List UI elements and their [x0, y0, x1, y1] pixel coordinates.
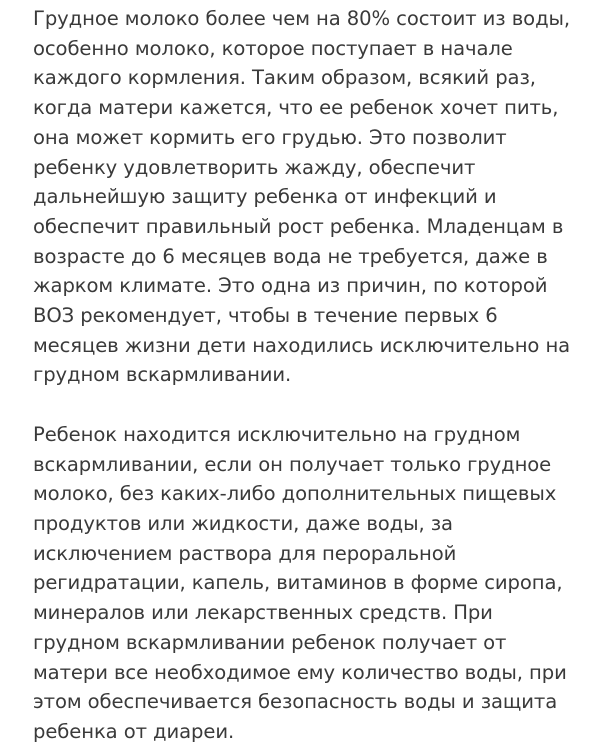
- paragraph-line: жарком климате. Это одна из причин, по которой: [33, 274, 548, 298]
- paragraph-line: исключением раствора для пероральной: [33, 541, 457, 565]
- paragraph-line: ВОЗ рекомендует, чтобы в течение первых 6: [33, 304, 498, 328]
- paragraph-line: ребенку удовлетворить жажду, обеспечит: [33, 155, 476, 179]
- paragraph-line: грудном вскармливании ребенок получает от: [33, 630, 507, 654]
- paragraph-line: обеспечит правильный рост ребенка. Младенцам в: [33, 214, 564, 238]
- paragraph-line: ребенка от диареи.: [33, 719, 235, 743]
- article-paragraph-2: [33, 420, 572, 747]
- paragraph-line: дальнейшую защиту ребенка от инфекций и: [33, 185, 497, 209]
- paragraph-line: грудном вскармливании.: [33, 363, 292, 387]
- paragraph-spacer: [33, 390, 572, 420]
- paragraph-line: Ребенок находится исключительно на грудном: [33, 422, 521, 446]
- paragraph-line: регидратации, капель, витаминов в форме сиропа,: [33, 571, 563, 595]
- paragraph-line: продуктов или жидкости, даже воды, за: [33, 512, 453, 536]
- paragraph-line: месяцев жизни дети находились исключительно на: [33, 333, 571, 357]
- paragraph-line: возрасте до 6 месяцев вода не требуется, даже в: [33, 244, 548, 268]
- paragraph-line: вскармливании, если он получает только грудное: [33, 452, 552, 476]
- paragraph-line: минералов или лекарственных средств. При: [33, 601, 493, 625]
- paragraph-line: этом обеспечивается безопасность воды и защита: [33, 690, 558, 714]
- paragraph-line: каждого кормления. Таким образом, всякий раз,: [33, 66, 536, 90]
- article-paragraph-1: [33, 0, 572, 390]
- paragraph-line: она может кормить его грудью. Это позволит: [33, 125, 507, 149]
- paragraph-line: когда матери кажется, что ее ребенок хочет пить,: [33, 96, 559, 120]
- paragraph-line: матери все необходимое ему количество воды, при: [33, 660, 567, 684]
- paragraph-line: особенно молоко, которое поступает в начале: [33, 36, 513, 60]
- paragraph-line: молоко, без каких-либо дополнительных пищевых: [33, 482, 557, 506]
- paragraph-line: Грудное молоко более чем на 80% состоит из воды,: [33, 7, 571, 30]
